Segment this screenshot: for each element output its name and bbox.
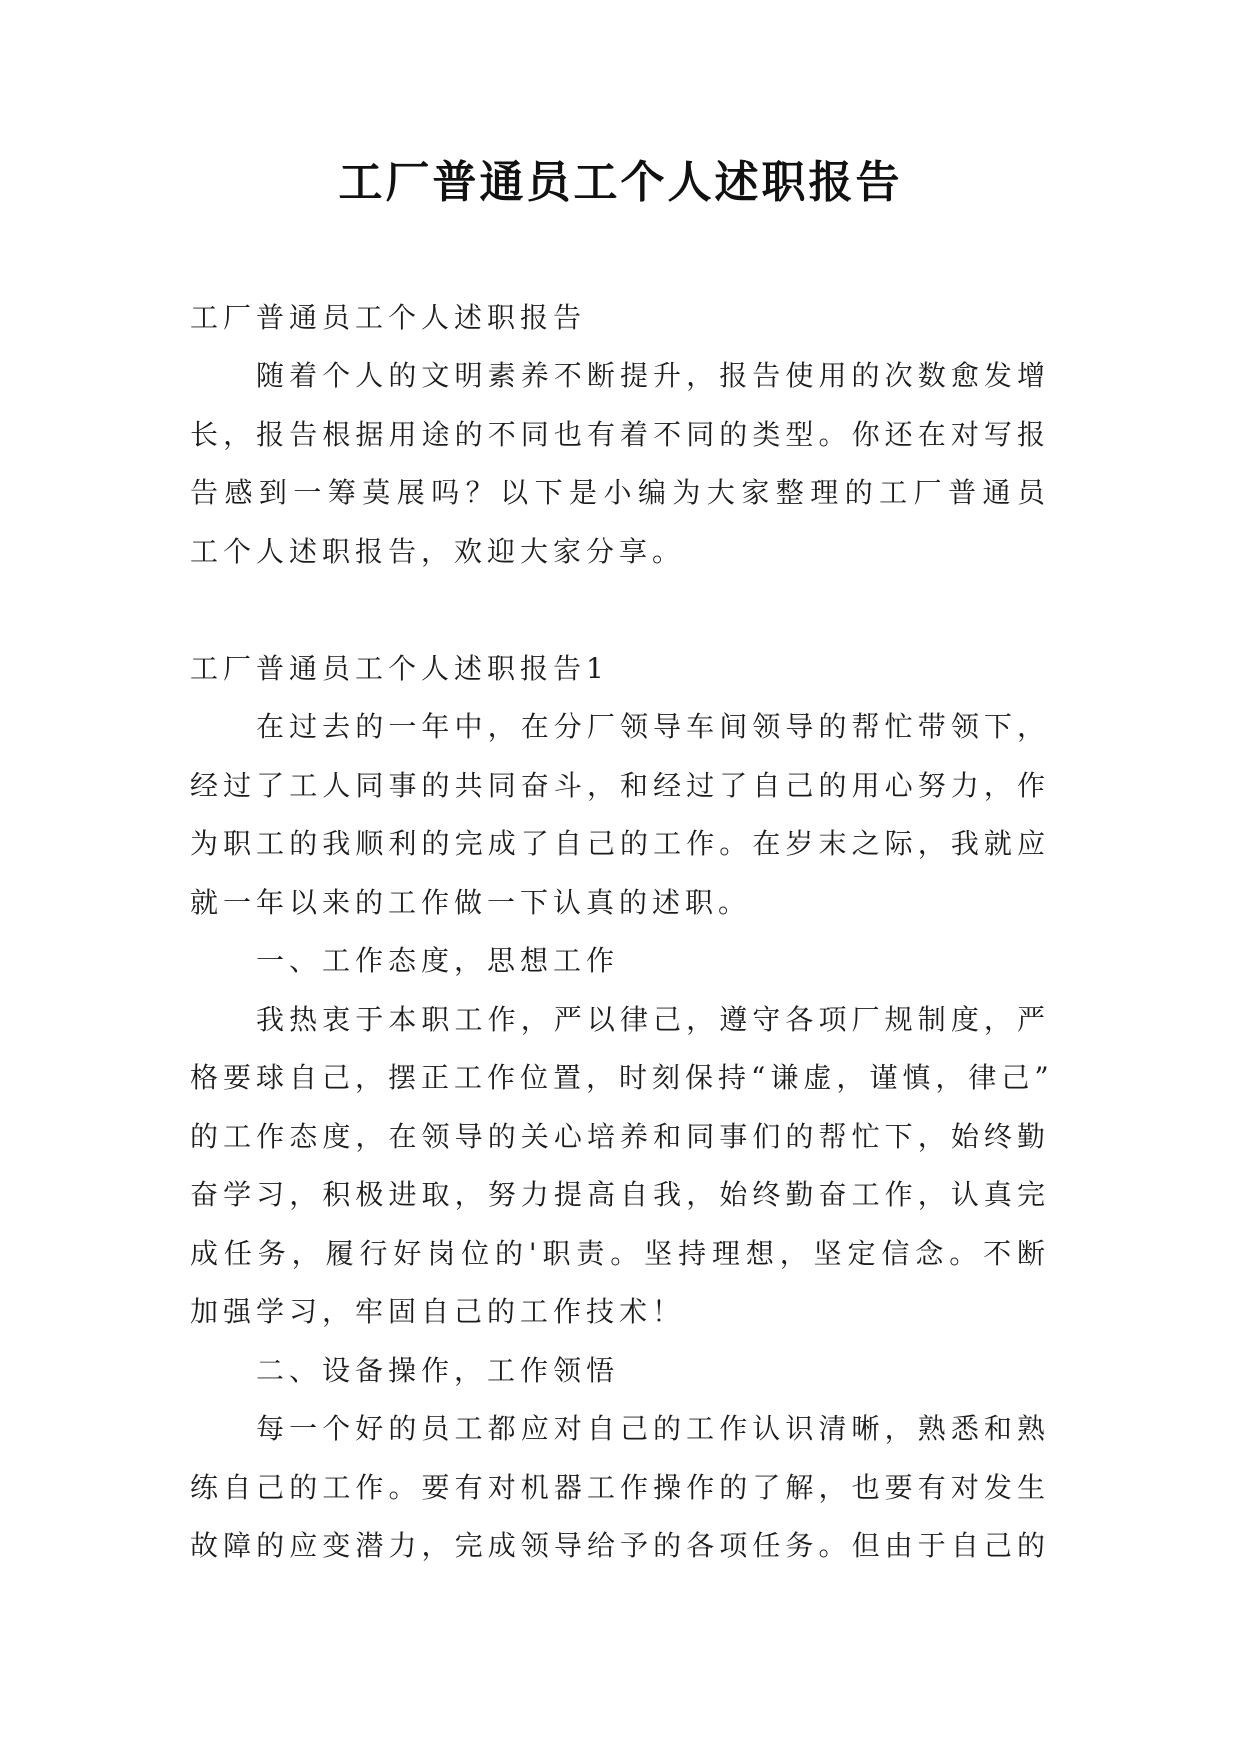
paragraph-line: 工个人述职报告，欢迎大家分享。 (190, 534, 686, 568)
document-subtitle: 工厂普通员工个人述职报告 (190, 300, 587, 334)
section-heading: 一、工作态度，思想工作 (256, 944, 620, 978)
paragraph-line: 为职工的我顺利的完成了自己的工作。在岁末之际，我就应 (190, 827, 1050, 861)
paragraph-line: 经过了工人同事的共同奋斗，和经过了自己的用心努力，作 (190, 768, 1050, 802)
paragraph-line: 我热衷于本职工作，严以律己，遵守各项厂规制度，严 (256, 1002, 1050, 1036)
paragraph-line: 加强学习，牢固自己的工作技术！ (190, 1295, 686, 1329)
paragraph-line: 每一个好的员工都应对自己的工作认识清晰，熟悉和熟 (256, 1412, 1050, 1446)
paragraph-line: 成任务，履行好岗位的'职责。坚持理想，坚定信念。不断 (190, 1236, 1050, 1270)
paragraph-line: 随着个人的文明素养不断提升，报告使用的次数愈发增 (256, 359, 1050, 393)
paragraph-line: 练自己的工作。要有对机器工作操作的了解，也要有对发生 (190, 1470, 1050, 1504)
paragraph-line: 的工作态度，在领导的关心培养和同事们的帮忙下，始终勤 (190, 1119, 1050, 1153)
paragraph-line: 长，报告根据用途的不同也有着不同的类型。你还在对写报 (190, 417, 1050, 451)
paragraph-line: 奋学习，积极进取，努力提高自我，始终勤奋工作，认真完 (190, 1178, 1050, 1212)
paragraph-line: 就一年以来的工作做一下认真的述职。 (190, 885, 752, 919)
section-heading: 二、设备操作，工作领悟 (256, 1353, 620, 1387)
document-body (190, 289, 1054, 1576)
document-title: 工厂普通员工个人述职报告 (338, 157, 903, 208)
paragraph-line: 告感到一筹莫展吗？以下是小编为大家整理的工厂普通员 (190, 476, 1050, 510)
paragraph-line: 格要球自己，摆正工作位置，时刻保持“谦虚，谨慎，律己” (190, 1061, 1054, 1095)
report-heading: 工厂普通员工个人述职报告1 (190, 651, 609, 685)
blank-line (190, 581, 1050, 640)
paragraph-line: 故障的应变潜力，完成领导给予的各项任务。但由于自己的 (190, 1529, 1050, 1563)
paragraph-line: 在过去的一年中，在分厂领导车间领导的帮忙带领下， (256, 710, 1050, 744)
